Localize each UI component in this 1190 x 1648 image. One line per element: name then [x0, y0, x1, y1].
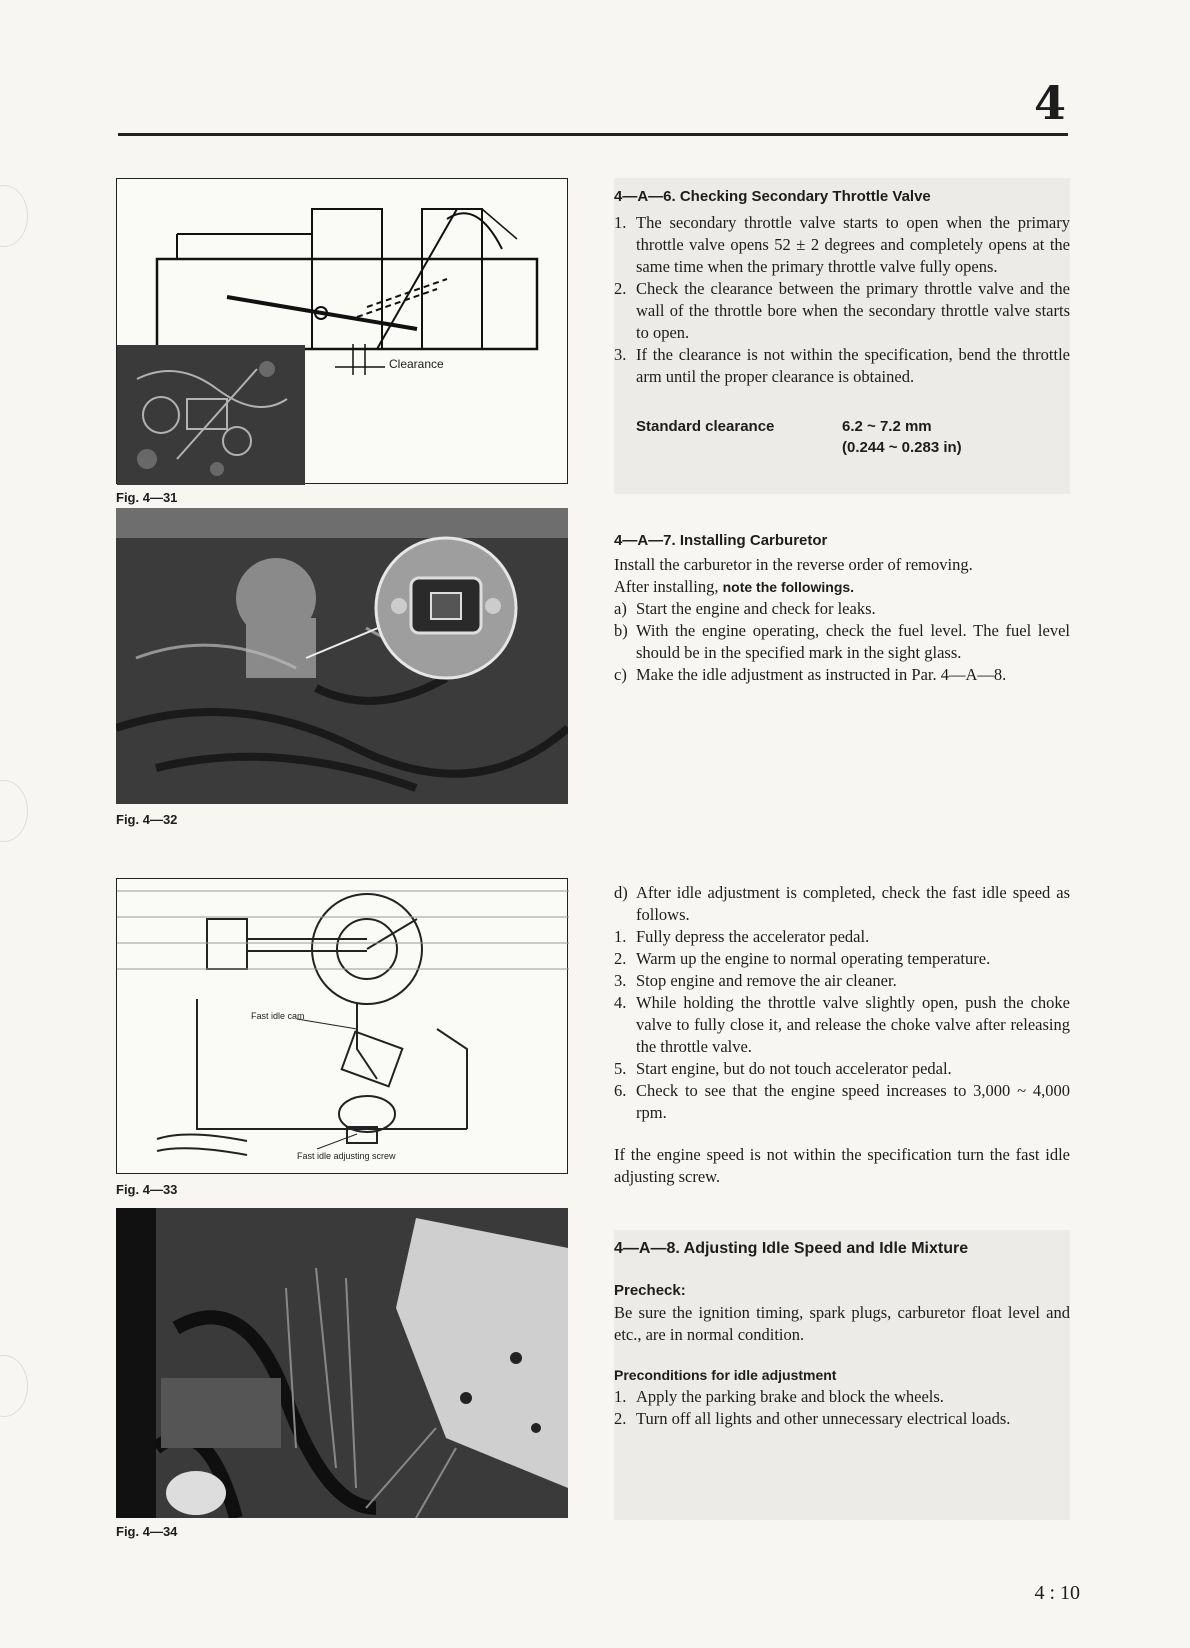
list-item: a) Start the engine and check for leaks. — [614, 599, 876, 618]
fast-idle-diagram — [117, 879, 569, 1175]
idle-adjust-photo — [116, 1208, 568, 1518]
spec-label: Standard clearance — [636, 418, 775, 435]
page-number: 4 : 10 — [1034, 1582, 1080, 1604]
spec-row — [614, 416, 1070, 458]
chapter-number: 4 — [1034, 76, 1067, 130]
punch-hole — [0, 780, 28, 842]
list-item: 2. Turn off all lights and other unnecessary electrical loads. — [614, 1409, 1011, 1428]
punch-hole — [0, 1355, 28, 1417]
preconditions-heading: Preconditions for idle adjustment — [614, 1367, 837, 1383]
section-4a8-title: 4—A—8. Adjusting Idle Speed and Idle Mixture — [614, 1240, 969, 1257]
list-item: 1. Apply the parking brake and block the wheels. — [614, 1387, 944, 1406]
header-rule — [118, 133, 1068, 136]
list-item: 4. While holding the throttle valve slightly open, push the choke valve to fully close it, and release the choke valve after releasing the throttle valve. — [614, 993, 1070, 1056]
fast-idle-note: If the engine speed is not within the specification turn the fast idle adjusting screw. — [614, 1145, 1070, 1186]
list-item: 1. Fully depress the accelerator pedal. — [614, 927, 870, 946]
fig-4-33-label: Fig. 4—33 — [116, 1182, 178, 1197]
figure-4-31 — [116, 178, 568, 484]
precheck-text: Be sure the ignition timing, spark plugs, carburetor float level and etc., are in normal condition. — [614, 1303, 1070, 1344]
list-item: 1. The secondary throttle valve starts to open when the primary throttle valve opens 52 ± 2 degrees and completely opens at the same time when the primary throttle valve fully opens. — [614, 213, 1070, 276]
figure-4-33 — [116, 878, 568, 1174]
list-item: 2. Warm up the engine to normal operating temperature. — [614, 949, 991, 968]
spec-value-in: (0.244 ~ 0.283 in) — [842, 439, 962, 456]
section-4a7-intro: Install the carburetor in the reverse order of removing. — [614, 555, 973, 574]
figure-4-34-photo — [116, 1208, 568, 1518]
precheck-heading: Precheck: — [614, 1282, 686, 1299]
section-4a7-intro2: After installing, note the followings. — [614, 577, 855, 596]
clearance-callout: Clearance — [389, 357, 444, 371]
list-item: 3. If the clearance is not within the specification, bend the throttle arm until the proper clearance is obtained. — [614, 345, 1070, 386]
section-4a6-steps — [614, 212, 1070, 388]
list-item: 2. Check the clearance between the primary throttle valve and the wall of the throttle bore when the secondary throttle valve starts to open. — [614, 279, 1070, 342]
list-item: b) With the engine operating, check the fuel level. The fuel level should be in the specified mark in the sight glass. — [614, 621, 1070, 662]
fast-idle-cam-callout: Fast idle cam — [251, 1011, 305, 1021]
punch-hole — [0, 185, 28, 247]
section-4a7-title: 4—A—7. Installing Carburetor — [614, 532, 828, 549]
fig-4-34-label: Fig. 4—34 — [116, 1524, 178, 1539]
section-4a7-items — [614, 598, 1070, 686]
carburetor-installed-photo — [116, 508, 568, 804]
section-4a6 — [614, 178, 1070, 494]
preconditions-list — [614, 1386, 1070, 1430]
fig-4-31-label: Fig. 4—31 — [116, 490, 178, 505]
section-4a7 — [614, 530, 1070, 686]
figure-4-32-photo — [116, 508, 568, 804]
list-item: 5. Start engine, but do not touch accelerator pedal. — [614, 1059, 952, 1078]
fast-idle-steps — [614, 926, 1070, 1124]
list-item: 3. Stop engine and remove the air cleaner. — [614, 971, 897, 990]
section-4a6-title: 4—A—6. Checking Secondary Throttle Valve — [614, 188, 931, 205]
spec-value — [842, 416, 962, 458]
fig-4-32-label: Fig. 4—32 — [116, 812, 178, 827]
throttle-clearance-diagram — [117, 179, 569, 485]
fast-idle-screw-callout: Fast idle adjusting screw — [297, 1151, 396, 1161]
spec-value-mm: 6.2 ~ 7.2 mm — [842, 418, 932, 435]
list-item: 6. Check to see that the engine speed increases to 3,000 ~ 4,000 rpm. — [614, 1081, 1070, 1122]
list-item: c) Make the idle adjustment as instructed in Par. 4—A—8. — [614, 665, 1007, 684]
section-4a8 — [614, 1230, 1070, 1520]
list-item: d) After idle adjustment is completed, check the fast idle speed as follows. — [614, 883, 1070, 924]
section-fast-idle — [614, 882, 1070, 1188]
